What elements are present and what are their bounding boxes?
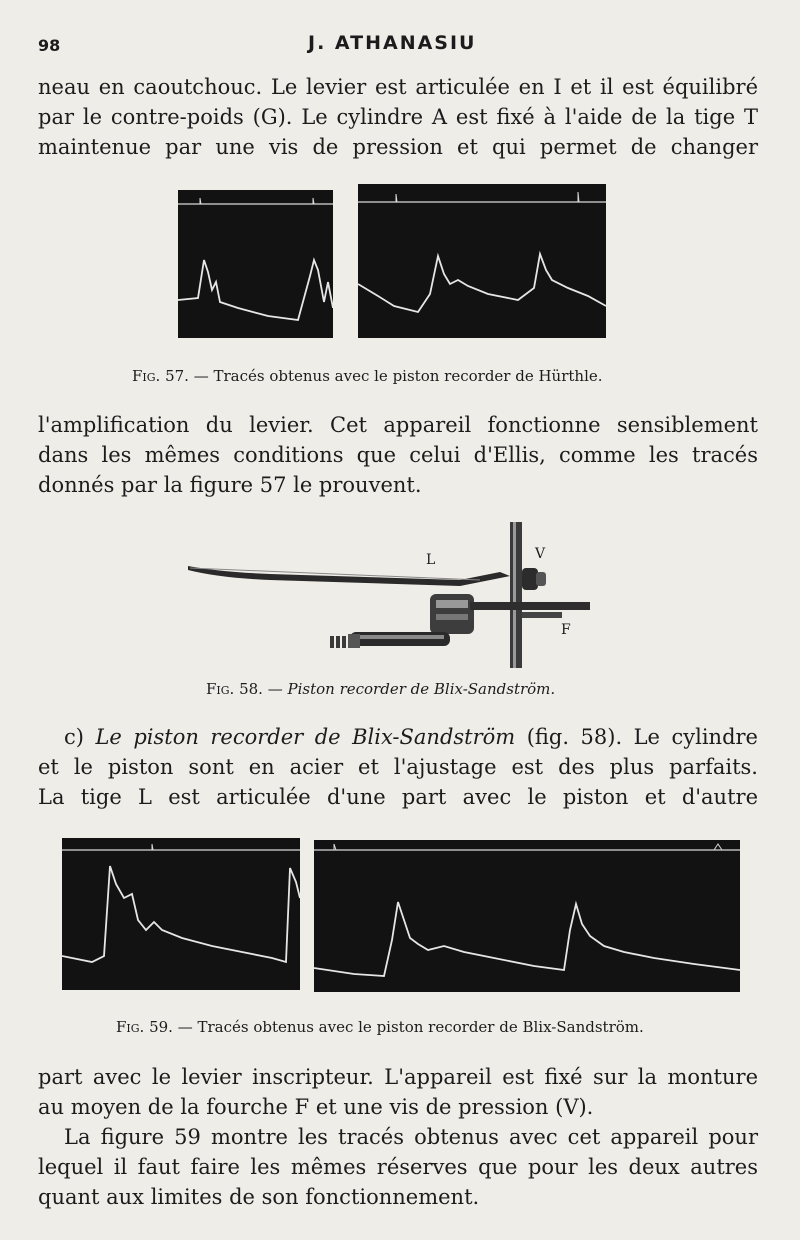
text-line: et le piston sont en acier et l'ajustage est des plus parfaits. [38, 755, 758, 779]
text-line: La figure 59 montre les tracés obtenus avec cet appareil pour [64, 1125, 758, 1149]
text-line: l'amplification du levier. Cet appareil fonctionne sensiblement [38, 413, 758, 437]
figure-caption-text: — Tracés obtenus avec le piston recorder de Hürthle. [193, 367, 603, 385]
paragraph-end [38, 1062, 758, 1122]
page-number: 98 [38, 36, 61, 55]
text-line: par le contre-poids (G). Le cylindre A est fixé à l'aide de la tige T [38, 105, 758, 129]
figure-caption-italic: Piston recorder de Blix-Sandström. [287, 680, 556, 698]
fig59-trace-left [62, 838, 300, 990]
text-line: maintenue par une vis de pression et qui permet de changer [38, 135, 758, 159]
fig57-trace-right [358, 184, 606, 338]
text-line: neau en caoutchouc. Le levier est articulée en I et il est équilibré [38, 75, 758, 99]
running-head: J. ATHANASIU [308, 32, 477, 54]
page-header [38, 30, 758, 60]
text-line: donnés par la figure 57 le prouvent. [38, 473, 422, 497]
fig59-trace-right [314, 840, 740, 992]
text-line: quant aux limites de son fonctionnement. [38, 1185, 480, 1209]
fig58-label-f: F [561, 622, 571, 638]
fig58-apparatus-illustration [180, 520, 600, 670]
paragraph-last [38, 1122, 758, 1212]
fig57-caption [132, 367, 603, 385]
text-fragment: (fig. 58). Le cylindre [515, 725, 758, 749]
text-line [38, 722, 758, 752]
text-line: lequel il faut faire les mêmes réserves que pour les deux autres [38, 1155, 758, 1179]
text-line: au moyen de la fourche F et une vis de pression (V). [38, 1095, 594, 1119]
figure-label: Fig. 58. [206, 680, 263, 698]
fig57-trace-left [178, 190, 333, 338]
text-line: La tige L est articulée d'une part avec le piston et d'autre [38, 785, 758, 809]
paragraph-top [38, 72, 758, 162]
text-line: part avec le levier inscripteur. L'appareil est fixé sur la monture [38, 1065, 758, 1089]
figure-caption-text: — [267, 680, 288, 698]
paragraph-mid [38, 410, 758, 500]
section-prefix: c) [64, 725, 96, 749]
fig58-label-v: V [535, 546, 546, 562]
figure-caption-text: — Tracés obtenus avec le piston recorder de Blix-Sandström. [177, 1018, 644, 1036]
text-line: dans les mêmes conditions que celui d'Ellis, comme les tracés [38, 443, 758, 467]
fig59-caption [116, 1018, 644, 1036]
figure-label: Fig. 59. [116, 1018, 173, 1036]
fig58-label-l: L [426, 552, 436, 568]
paragraph-c [38, 722, 758, 812]
section-title: Le piston recorder de Blix-Sandström [95, 725, 516, 749]
figure-label: Fig. 57. [132, 367, 189, 385]
fig58-caption [206, 680, 555, 698]
